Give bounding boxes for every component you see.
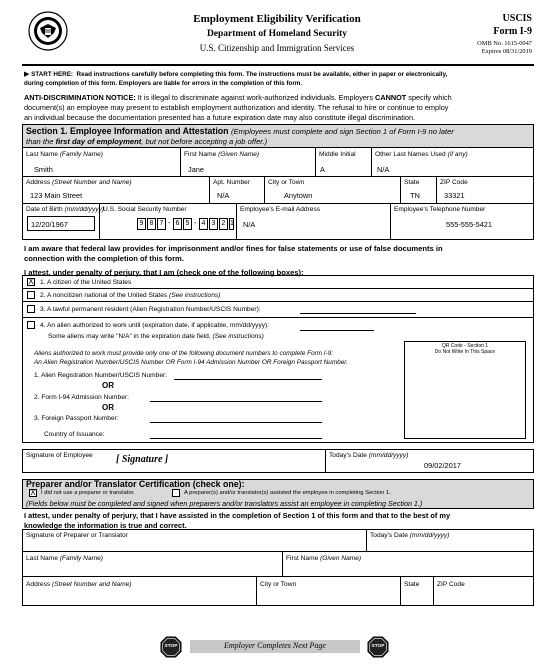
dob-label: Date of Birth (mm/dd/yyyy)	[26, 206, 105, 213]
preparer-first-name-field[interactable]	[286, 564, 530, 574]
citizen-checkbox[interactable]: X	[28, 277, 34, 286]
dob-field[interactable]: 12/20/1967	[31, 220, 68, 229]
form-agency: USCIS	[502, 13, 532, 24]
section1-heading-line	[26, 126, 454, 136]
grid-col-1	[180, 148, 181, 176]
other-names-field[interactable]: N/A	[377, 165, 390, 174]
preparer-first-name-label: First Name (Given Name)	[286, 555, 362, 562]
grid-col-7	[436, 176, 437, 203]
preparer-row-divider	[22, 576, 534, 577]
expiration-date: Expires 08/31/2019	[481, 48, 532, 55]
preparer-last-name-label: Last Name (Family Name)	[26, 555, 103, 562]
preparer-used-checkbox[interactable]	[172, 489, 180, 497]
department-name: Department of Homeland Security	[206, 29, 348, 39]
address-field[interactable]: 123 Main Street	[30, 191, 83, 200]
employee-date-label: Today's Date (mm/dd/yyyy)	[329, 452, 409, 459]
qr-line-1: QR Code - Section 1	[441, 343, 489, 349]
preparer-col	[433, 576, 434, 606]
grid-col-2	[315, 148, 316, 176]
grid-row-divider-1	[22, 176, 534, 177]
or-2: OR	[102, 403, 114, 412]
anti-discrimination-line-3: an individual because the documentation presented has a future expiration date may also constitute illegal discrimination.	[24, 113, 416, 122]
apt-label: Apt. Number	[213, 179, 251, 186]
next-page-text: Employer Completes Next Page	[224, 641, 326, 650]
preparer-date-field[interactable]	[370, 540, 530, 550]
preparer-city-field[interactable]	[260, 591, 396, 603]
grid-col-9	[236, 203, 237, 240]
attest-text: I attest, under penalty of perjury, that I am (check one of the following boxes):	[24, 268, 304, 277]
grid-col-4	[209, 176, 210, 203]
preparer-note: (Fields below must be completed and signed when preparers and/or translators assist an employee in completing Section 1.)	[26, 499, 423, 508]
zip-label: ZIP Code	[440, 179, 468, 186]
employee-signature-label: Signature of Employee	[26, 452, 93, 459]
opt-divider	[22, 288, 534, 289]
apt-field[interactable]: N/A	[217, 191, 230, 200]
grid-col-10	[390, 203, 391, 240]
section1-title: Section 1. Employee Information and Attestation	[26, 126, 229, 136]
ssn-dash: -	[168, 220, 171, 227]
phone-field[interactable]: 555-555-5421	[446, 220, 493, 229]
aware-text-1: I am aware that federal law provides for imprisonment and/or fines for false statements or use of false documents in	[24, 244, 443, 253]
preparer-date-label: Today's Date (mm/dd/yyyy)	[370, 532, 450, 539]
aliens-note-1: Aliens authorized to work must provide only one of the following document numbers to complete Form I-9:	[34, 350, 334, 357]
middle-initial-field[interactable]: A	[320, 165, 325, 174]
anti-cannot: CANNOT	[375, 93, 407, 102]
alien-reg-field[interactable]	[174, 379, 322, 380]
no-preparer-label: I did not use a preparer or translator.	[41, 490, 135, 496]
preparer-signature-label: Signature of Preparer or Translator	[26, 532, 128, 539]
country-field[interactable]	[150, 438, 322, 439]
preparer-attest-1: I attest, under penalty of perjury, that I have assisted in the completion of Section 1 of this form and that to the best of my	[24, 511, 451, 520]
form-number: Form I-9	[493, 26, 532, 37]
qr-line-2: Do Not Write In This Space	[434, 349, 496, 355]
preparer-address-field[interactable]	[26, 591, 252, 603]
start-here-text-2: during completion of this form. Employers are liable for errors in the completion of this form.	[24, 80, 303, 87]
state-field[interactable]: TN	[410, 191, 420, 200]
header-divider	[22, 64, 534, 66]
noncitizen-national-checkbox[interactable]	[27, 291, 35, 299]
other-names-label: Other Last Names Used (if any)	[375, 151, 468, 158]
aliens-note-2: An Alien Registration Number/USCIS Number OR Form I-94 Admission Number OR Foreign Passport Number.	[34, 359, 348, 366]
ssn-field[interactable]	[104, 218, 234, 230]
preparer-col	[256, 576, 257, 606]
alien-authorized-label: 4. An alien authorized to work until (expiration date, if applicable, mm/dd/yyyy):	[40, 322, 270, 329]
section1-note-2a: than the	[26, 137, 54, 146]
noncitizen-national-label: 2. A noncitizen national of the United States (See instructions)	[40, 292, 221, 299]
passport-field[interactable]	[150, 422, 322, 423]
opt-divider	[22, 301, 534, 302]
section1-heading-line-2	[26, 137, 267, 146]
permanent-resident-label: 3. A lawful permanent resident (Alien Registration Number/USCIS Number):	[40, 306, 261, 313]
anti-discrimination-line-2: document(s) an employee may present to establish employment authorization and identity. The refusal to hire or continue to employ	[24, 103, 449, 112]
start-here-label: START HERE:	[31, 71, 74, 78]
anti-text-1b: specify which	[408, 93, 452, 102]
aware-text-2: connection with the completion of this form.	[24, 254, 184, 263]
middle-initial-label: Middle Initial	[319, 151, 356, 158]
ssn-digit: 9	[137, 218, 146, 230]
preparer-address-label: Address (Street Number and Name)	[26, 581, 132, 588]
preparer-zip-label: ZIP Code	[437, 581, 465, 588]
stop-text: STOP	[371, 644, 385, 649]
ssn-digit: 6	[173, 218, 182, 230]
citizen-option-label: 1. A citizen of the United States	[40, 279, 132, 286]
omb-number: OMB No. 1615-0047	[477, 40, 532, 47]
alien-expiration-field[interactable]	[300, 330, 374, 331]
ssn-digit: 8	[147, 218, 156, 230]
permanent-resident-number-field[interactable]	[300, 313, 416, 314]
state-label: State	[404, 179, 420, 186]
start-here-line	[24, 70, 447, 78]
email-field[interactable]: N/A	[243, 220, 256, 229]
agency-name: U.S. Citizenship and Immigration Services	[199, 43, 355, 53]
alien-reg-label: 1. Alien Registration Number/USCIS Number:	[34, 372, 168, 379]
city-field[interactable]: Anytown	[284, 191, 313, 200]
phone-label: Employee's Telephone Number	[394, 206, 486, 213]
ssn-digit: 7	[157, 218, 166, 230]
permanent-resident-checkbox[interactable]	[27, 305, 35, 313]
form-title: Employment Eligibility Verification	[193, 13, 361, 25]
ssn-digit: 1	[229, 218, 234, 230]
opt-divider	[22, 317, 534, 318]
alien-authorized-checkbox[interactable]	[27, 321, 35, 329]
preparer-attest-2: knowledge the information is true and correct.	[24, 521, 187, 530]
city-label: City or Town	[268, 179, 305, 186]
anti-discrimination-label: ANTI-DISCRIMINATION NOTICE:	[24, 93, 136, 102]
preparer-used-label: A preparer(s) and/or translator(s) assisted the employee in completing Section 1.	[184, 490, 391, 496]
ssn-digit: 2	[219, 218, 228, 230]
ssn-dash: -	[194, 220, 197, 227]
preparer-row-divider	[22, 551, 534, 552]
start-here-arrow-icon: ▶	[24, 71, 30, 78]
preparer-city-label: City or Town	[260, 581, 297, 588]
i94-field[interactable]	[150, 401, 322, 402]
anti-discrimination-line-1	[24, 93, 452, 102]
employee-signature-field[interactable]: [ Signature ]	[116, 454, 169, 465]
preparer-state-label: State	[404, 581, 420, 588]
section1-note-2b: first day of employment	[55, 137, 142, 146]
ssn-digit: 3	[209, 218, 218, 230]
or-1: OR	[102, 381, 114, 390]
preparer-col	[400, 576, 401, 606]
section1-note-2c: , but not before accepting a job offer.)	[141, 137, 268, 146]
anti-text-1a: It is illegal to discriminate against work-authorized individuals. Employers	[137, 93, 374, 102]
country-label: Country of Issuance:	[44, 431, 105, 438]
last-name-label: Last Name (Family Name)	[26, 151, 103, 158]
stop-sign-right-icon	[367, 636, 389, 658]
stop-sign-left-icon	[160, 636, 182, 658]
last-name-field[interactable]: Smith	[34, 165, 53, 174]
ssn-digit: 4	[199, 218, 208, 230]
grid-col-3	[371, 148, 372, 176]
preparer-state-field[interactable]	[404, 591, 430, 603]
ssn-label: U.S. Social Security Number	[103, 206, 187, 213]
preparer-title: Preparer and/or Translator Certification (check one):	[26, 479, 245, 489]
employee-date-field[interactable]: 09/02/2017	[424, 461, 461, 470]
preparer-signature-field[interactable]	[26, 540, 362, 550]
alien-na-note: Some aliens may write "N/A" in the expiration date field. (See instructions)	[48, 333, 264, 340]
section1-note-1: (Employees must complete and sign Section 1 of Form I-9 no later	[230, 127, 454, 136]
preparer-col	[282, 551, 283, 576]
ssn-digit: 5	[183, 218, 192, 230]
qr-code-box	[404, 341, 526, 439]
first-name-field[interactable]: Jane	[188, 165, 205, 174]
preparer-col	[366, 529, 367, 551]
email-label: Employee's E-mail Address	[240, 206, 321, 213]
stop-text: STOP	[164, 644, 178, 649]
zip-field[interactable]: 33321	[444, 191, 465, 200]
preparer-last-name-field[interactable]	[26, 564, 278, 574]
no-preparer-checkbox[interactable]: X	[30, 488, 36, 497]
address-label: Address (Street Number and Name)	[26, 179, 132, 186]
grid-col-5	[264, 176, 265, 203]
preparer-zip-field[interactable]	[437, 591, 529, 603]
i94-label: 2. Form I-94 Admission Number:	[34, 394, 129, 401]
grid-col-6	[400, 176, 401, 203]
start-here-text: Read instructions carefully before completing this form. The instructions must be available, either in paper or electronically,	[76, 71, 448, 78]
passport-label: 3. Foreign Passport Number:	[34, 415, 119, 422]
first-name-label: First Name (Given Name)	[184, 151, 260, 158]
sig-divider	[325, 449, 326, 473]
